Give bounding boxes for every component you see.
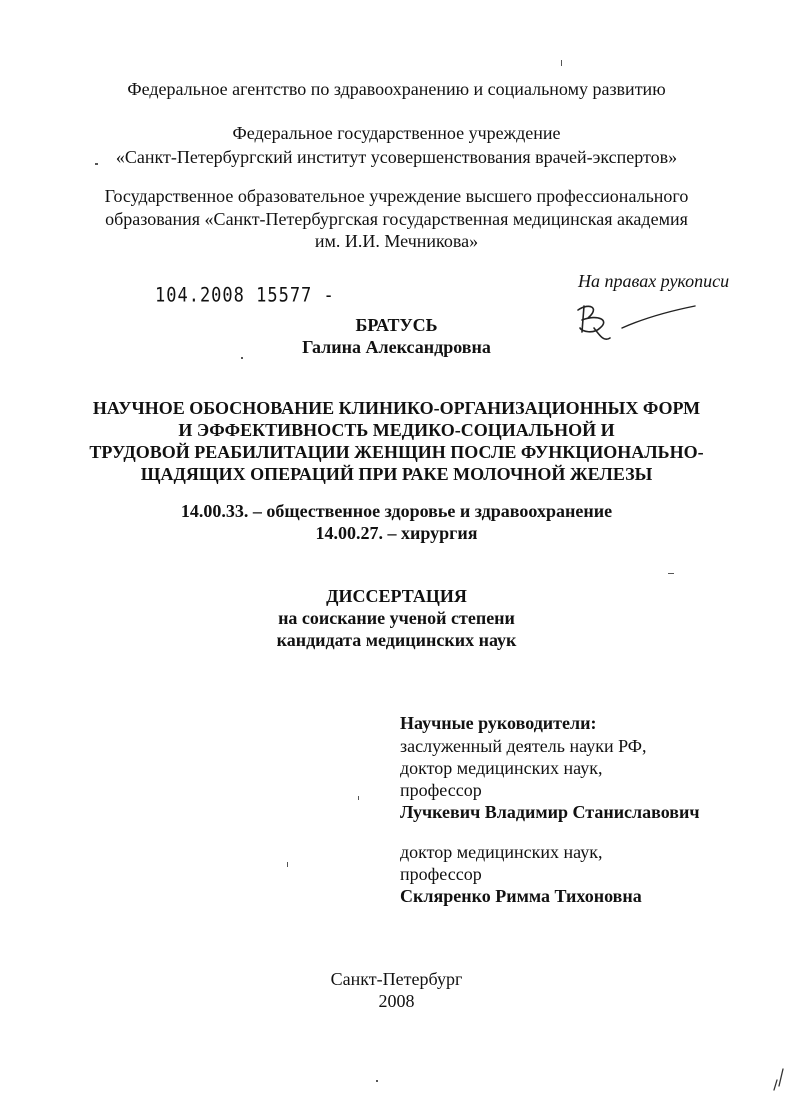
institution-line-1: Федеральное государственное учреждение: [232, 123, 561, 143]
title-line-2: И ЭФФЕКТИВНОСТЬ МЕДИКО-СОЦИАЛЬНОЙ И: [178, 420, 615, 440]
academy-line-1: Государственное образовательное учреждение высшего профессионального: [104, 186, 689, 206]
footer-city: Санкт-Петербург: [330, 969, 463, 989]
scan-speck: [376, 1080, 378, 1082]
title-line-1: НАУЧНОЕ ОБОСНОВАНИЕ КЛИНИКО-ОРГАНИЗАЦИОННЫХ ФОРМ: [92, 398, 701, 418]
scan-speck: [668, 573, 674, 574]
degree-line-2: кандидата медицинских наук: [276, 630, 517, 650]
footer-year: 2008: [378, 991, 415, 1011]
manuscript-note: На правах рукописи: [578, 271, 730, 291]
supervisor-2-title-1: доктор медицинских наук,: [400, 842, 603, 862]
specialty-2: 14.00.27. – хирургия: [315, 523, 478, 543]
author-surname: БРАТУСЬ: [355, 315, 438, 335]
author-given-names: Галина Александровна: [302, 337, 491, 357]
scan-speck: [561, 60, 562, 66]
title-line-4: ЩАДЯЩИХ ОПЕРАЦИЙ ПРИ РАКЕ МОЛОЧНОЙ ЖЕЛЕЗЫ: [140, 464, 653, 484]
supervisor-1-name: Лучкевич Владимир Станиславович: [400, 802, 700, 822]
degree-line-1: на соискание ученой степени: [278, 608, 515, 628]
title-line-3: ТРУДОВОЙ РЕАБИЛИТАЦИИ ЖЕНЩИН ПОСЛЕ ФУНКЦИОНАЛЬНО-: [89, 442, 704, 462]
scan-speck: [287, 862, 288, 867]
institution-line-2: «Санкт-Петербургский институт усовершенствования врачей-экспертов»: [115, 147, 678, 167]
degree-heading: ДИССЕРТАЦИЯ: [326, 586, 467, 606]
specialty-1: 14.00.33. – общественное здоровье и здравоохранение: [180, 501, 613, 521]
academy-line-2: образования «Санкт-Петербургская государственная медицинская академия: [105, 209, 688, 229]
registration-stamp: 104.2008 15577 -: [155, 284, 335, 307]
scan-speck: [241, 357, 243, 359]
supervisor-2-name: Скляренко Римма Тихоновна: [400, 886, 642, 906]
supervisor-1-title-2: доктор медицинских наук,: [400, 758, 603, 778]
academy-line-3: им. И.И. Мечникова»: [314, 231, 479, 251]
scan-mark: [770, 1066, 786, 1092]
scan-speck: [358, 796, 359, 800]
supervisor-1-title-1: заслуженный деятель науки РФ,: [400, 736, 647, 756]
supervisor-1-title-3: профессор: [400, 780, 482, 800]
supervisors-heading: Научные руководители:: [400, 713, 597, 733]
supervisor-2-title-2: профессор: [400, 864, 482, 884]
agency-name: Федеральное агентство по здравоохранению и социальному развитию: [127, 79, 666, 99]
scan-speck: [95, 163, 98, 165]
